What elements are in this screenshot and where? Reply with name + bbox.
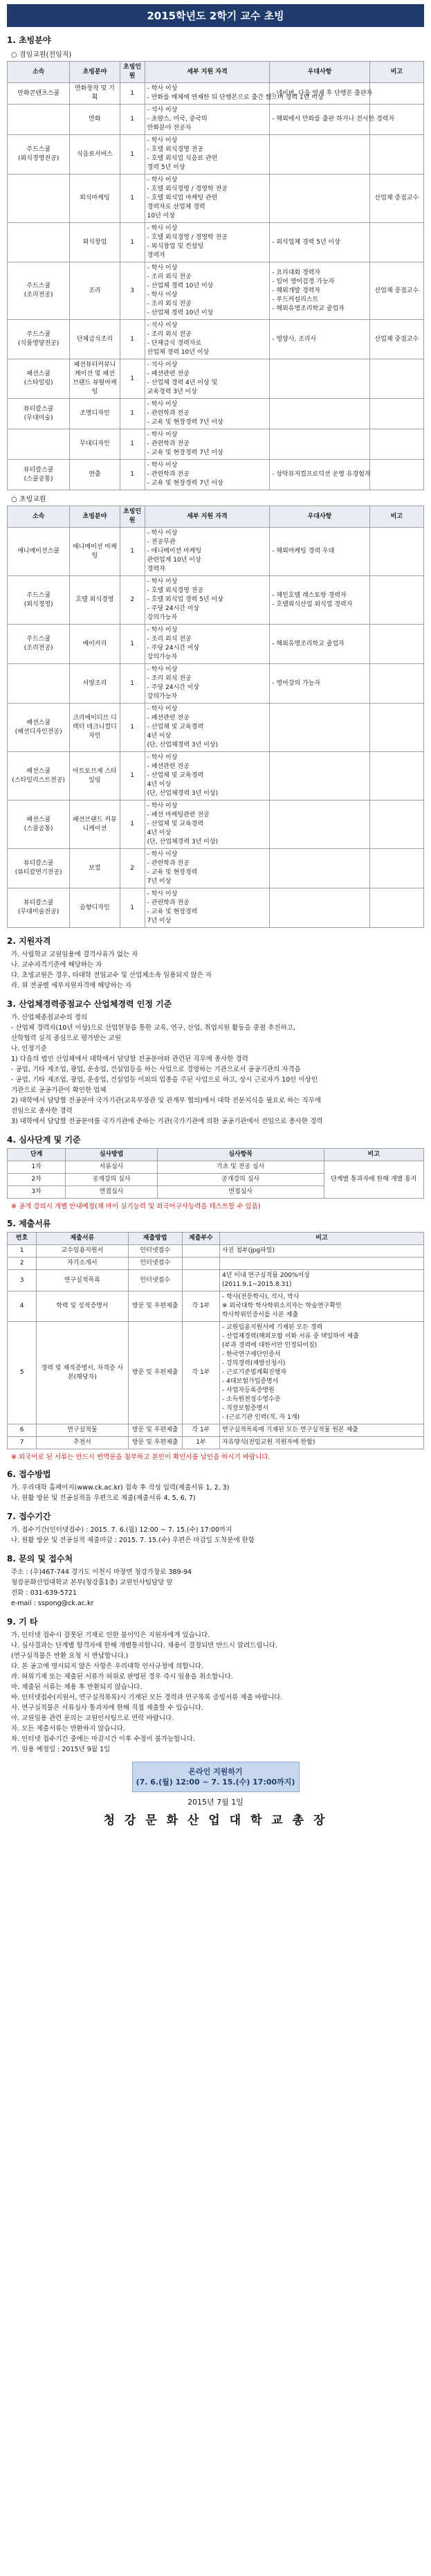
recruit-table-2-row [8,528,424,576]
section-5-note: ※ 외국어로 된 서류는 반드시 번역문을 첨부하고 본인이 확인서를 날인을 하시기 바랍니다. [11,1454,270,1461]
section-9-line: 다. 본 공고에 명시되지 않은 사항은 우리대학 인사규정에 의합니다. [11,1663,203,1670]
documents-cell [182,1270,219,1291]
section-6-heading: 6. 접수방법 [7,1469,51,1479]
documents-cell: 각 1부 [182,1424,219,1437]
recruit-table-1-cell: 3 [120,262,145,320]
documents-cell: 자유양식(전임교원 지원자에 한함) [219,1437,423,1449]
section-3-line: 나. 인정기준 [11,1045,47,1053]
recruit-table-2-cell [270,704,369,752]
documents-cell: - 학사(전문학사), 석사, 박사 ※ 외국대학 학사학위소지자는 학술연구확인 학사학위인증서를 사본 제출 [219,1291,423,1322]
recruit-table-2-cell [270,849,369,888]
section-8-heading: 8. 문의 및 접수처 [7,1554,73,1564]
documents-cell: 연구실적물 [37,1424,128,1437]
section-2-heading: 2. 지원자격 [7,936,51,946]
recruit-table-1-cell [369,429,423,460]
review-cell: 면접심사 [157,1186,324,1199]
section-3-body [11,1012,424,1127]
recruit-table-1-cell: 무대디자인 [70,429,120,460]
recruit-table-2-row [8,704,424,752]
recruit-table-1-header-3: 세부 지원 자격 [145,62,270,83]
recruit-table-2-cell: 애니메이션스쿨 [8,528,70,576]
recruit-table-2-cell: 베이커리 [70,625,120,664]
recruit-table-2-cell: - 학사 이상 - 조리 외식 전공 - 주당 24시간 이상 강의가능자 [145,625,270,664]
recruit-table-2-cell: - 체인호텔 레스토랑 경력자 - 호텔외식산업 외식업 경력자 [270,576,369,625]
section-8-line: 주소 : (우)467-744 경기도 이천시 마장면 청강가창로 389-94 [11,1568,192,1576]
review-table-header-1: 심사방법 [66,1149,157,1161]
documents-cell: 인터넷접수 [128,1245,182,1258]
recruit-table-1-cell: - 학사 이상 - 호텔 외식경영 / 경영학 전공 - 외식창업 및 컨설팅 경력자 [145,223,270,262]
section-9-line: 카. 임용 예정일 : 2015년 9월 1일 [11,1746,111,1753]
recruit-table-2-header-1: 초빙분야 [70,506,120,528]
recruit-table-1-cell: - 네이버, 다음 연재 후 단행본 출판자 [270,83,369,105]
documents-cell: 4 [8,1291,37,1322]
section-9-line: 마. 제출된 서류는 채용 후 반환되지 않습니다. [11,1683,143,1691]
section-8-line: e-mail : sspong@ck.ac.kr [11,1600,94,1607]
review-cell: 기초 및 전공 심사 [157,1161,324,1174]
documents-cell: 4년 이내 연구실적물 200%이상 (2011.9.1~2015.8.31) [219,1270,423,1291]
review-table-header-3: 비고 [324,1149,424,1161]
recruit-table-1-cell: 주드스쿨 (외식경영전공) [8,135,70,175]
section-3-line: 산학협력 실적 중심으로 평가받는 교원 [11,1035,121,1042]
documents-cell: 6 [8,1424,37,1437]
section-9-line: (연구실적물은 반환 요청 시 반납합니다.) [11,1652,129,1660]
recruit-table-1-header-1: 초빙분야 [70,62,120,83]
recruit-table-1-cell [369,399,423,429]
review-cell: 공개강의 심사 [157,1174,324,1186]
recruit-table-2-cell [369,800,423,849]
recruit-table-1-cell: 1 [120,320,145,359]
review-cell: 서류심사 [66,1161,157,1174]
recruit-table-1-cell [8,175,70,223]
recruit-table-2-cell: 1 [120,528,145,576]
section-3-line: - 공업, 기타 제조업, 광업, 운송업, 건설업등을 하는 사업으로 경영하는 기관으로서 공공기관의 자격을 [11,1066,301,1073]
apply-online-label: 온라인 지원하기 [188,1767,243,1776]
section-3-line: - 공업, 기타 제조업, 광업, 운송업, 건설업등 이외의 업종을 주된 사업으로 하고, 상시 근로자가 10인 이상인 [11,1076,318,1084]
documents-cell: 경력 및 재직증명서, 자격증 사본(해당자) [37,1322,128,1424]
recruit-table-1-row [8,429,424,460]
recruit-table-1-row [8,223,424,262]
recruit-table-2-header-5: 비고 [369,506,423,528]
recruit-table-2-cell: - 학사 이상 - 호텔 외식경영 전공 - 호텔 외식업 경력 5년 이상 - 주당 24시간 이상 강의가능자 [145,576,270,625]
recruit-table-1-cell [270,135,369,175]
recruit-table-1-cell: 1 [120,359,145,399]
documents-cell: - 교원임용지원서에 기재된 모든 경력 - 산업체경력(해외포함 이화 서류 중 택일하여 제출 (부과 경력에 대한서만 인정되어짐) - 한국연구재단인증서 - 강의경력(재발신청서) - 근로기준법계획진행자 - 4대보험가입증명서 - 사업자등록증명원 - 소득원천징수영수증 - 직장보험증명서 - (근로기관 인력(직, 자 1개) [219,1322,423,1424]
section-3-line: 3) 대학에서 담당할 전공분야를 국가기관에 준하는 기관(국가기관에 의한 공공기관에서 전임으로 종사한 경력 [11,1118,323,1125]
section-9-line: 나. 심사결과는 단계별 합격자에 한해 개별통지합니다. 채용이 결정되면 반드시 알려드립니다. [11,1642,277,1649]
recruit-table-1-cell: 1 [120,399,145,429]
recruit-table-1-cell: 1 [120,429,145,460]
recruit-table-2-cell: 패션스쿨 (스쿨공통) [8,800,70,849]
section-2-line: 나. 교수자격기준에 해당하는 자 [11,961,102,969]
recruit-table-1-cell: - 학사 이상 - 조리 외식 전공 - 산업체 경력 10년 이상 - 학사 이상 - 조리 외식 전공 - 산업체 경력 10년 이상 [145,262,270,320]
recruit-table-1-cell: - 외식업체 경력 5년 이상 [270,223,369,262]
recruit-table-1-cell: - 석사 이상 - 초량스, 미국, 중국의 만화분야 전공자 [145,105,270,135]
documents-table-header-4: 비고 [219,1233,423,1245]
documents-cell: 추천서 [37,1437,128,1449]
section-7-body [11,1525,424,1546]
recruit-table-1-cell: 1 [120,175,145,223]
documents-cell: 방문 및 우편제출 [128,1291,182,1322]
documents-row [8,1258,424,1270]
section-4-note: ※ 공개 강의시 개별 안내예정(채 마이 실기능력 및 외국어구사능력을 테스트할 수 있음) [11,1203,261,1210]
recruit-table-2 [7,506,424,928]
recruit-table-2-cell: 패션스쿨 (스타일리스트전공) [8,752,70,800]
recruit-table-2-cell [369,704,423,752]
documents-row [8,1424,424,1437]
recruit-table-2-cell: 호텔 외식경영 [70,576,120,625]
recruit-table-2-row [8,664,424,704]
review-remark: 단계별 통과자에 한해 개별 통지 [324,1161,424,1199]
section-7-line: 가. 접수기간(인터넷접수) : 2015. 7. 6.(월) 12:00 ~ 7. 15.(수) 17:00까지 [11,1526,232,1534]
recruit-table-1-row [8,399,424,429]
section-1-sub-1: ○ 겸임교원(전임직) [11,51,72,59]
recruit-table-2-cell [8,664,70,704]
recruit-table-2-cell: 보컬 [70,849,120,888]
documents-table-header-3: 제출부수 [182,1233,219,1245]
section-7-line: 나. 원활 방문 및 전공실적 제출마감 : 2015. 7. 15.(수) 우편은 마감일 도착분에 한함 [11,1537,255,1544]
recruit-table-1-cell: - 학사 이상 - 관련학과 전공 - 교육 및 현장경력 7년 이상 [145,399,270,429]
review-row [8,1161,424,1174]
documents-cell: 인터넷접수 [128,1258,182,1270]
recruit-table-2-cell: 뷰티칼스쿨 (무대미술전공) [8,888,70,928]
recruit-table-2-cell: 패션브랜드 커뮤니케이션 [70,800,120,849]
recruit-table-2-cell: 1 [120,704,145,752]
recruit-table-2-cell [270,800,369,849]
recruit-table-1-cell [270,359,369,399]
documents-cell: 교수임용지원서 [37,1245,128,1258]
documents-cell: 2 [8,1258,37,1270]
recruit-table-1-row [8,83,424,105]
documents-table [7,1232,424,1449]
recruit-table-2-cell: 음향디자인 [70,888,120,928]
recruit-table-2-cell: 크리에이티브 디렉터 테크니컬디자인 [70,704,120,752]
documents-cell: 자기소개서 [37,1258,128,1270]
recruit-table-1-cell: 식음료서비스 [70,135,120,175]
recruit-table-1-cell: - 학사 이상 - 호텔 외식경영 / 경영학 전공 - 호텔 외식업 마케팅 관련 경력자로 산업체 경력 10년 이상 [145,175,270,223]
recruit-table-1-header-0: 소속 [8,62,70,83]
recruit-table-2-cell: - 학사 이상 - 패션관련 전공 - 산업체 및 교육경력 4년 이상 (단, 산업체경력 3년 이상) [145,752,270,800]
documents-cell: 연구실적목록 [37,1270,128,1291]
apply-online-button[interactable] [132,1762,300,1792]
recruit-table-2-row [8,800,424,849]
recruit-table-1-row [8,320,424,359]
documents-cell: 1부 [182,1437,219,1449]
recruit-table-1-cell [369,460,423,490]
documents-cell [182,1245,219,1258]
documents-cell: 7 [8,1437,37,1449]
documents-cell: 5 [8,1322,37,1424]
recruit-table-1-cell: - 요리대회 경력자 - 일어 영어검정 가능자 - 해외개발 경력자 - 푸드커설리스트 - 해외유명조리학교 졸업자 [270,262,369,320]
recruit-table-1-cell: - 학사 이상 - 관련학과 전공 - 교육 및 현장경력 7년 이상 [145,429,270,460]
recruit-table-2-cell: 1 [120,752,145,800]
recruit-table-1-cell [8,429,70,460]
section-6-body [11,1483,424,1503]
review-table-header-2: 심사항목 [157,1149,324,1161]
recruit-table-2-header-2: 초빙인원 [120,506,145,528]
section-9-body [11,1630,424,1755]
review-cell: 1차 [8,1161,66,1174]
documents-cell [219,1258,423,1270]
documents-row [8,1437,424,1449]
recruit-table-1-cell: 외식창업 [70,223,120,262]
documents-cell: 각 1부 [182,1322,219,1424]
recruit-table-2-cell: - 학사 이상 - 관련학과 전공 - 교육 및 현장경력 7년 이상 [145,888,270,928]
section-6-line: 가. 우리대학 홈페이지(www.ck.ac.kr) 접속 후 작성 입력(제출서류 1, 2, 3) [11,1484,230,1492]
documents-row [8,1322,424,1424]
recruit-table-1-row [8,135,424,175]
recruit-table-1-cell: 뷰티칼스쿨 (무대미술) [8,399,70,429]
page-title: 2015학년도 2학기 교수 초빙 [7,4,424,27]
recruit-table-1-row [8,460,424,490]
recruit-table-1-cell: 뷰티칼스쿨 (스쿨공통) [8,460,70,490]
recruit-table-2-cell [369,849,423,888]
recruit-table-1-cell: 만화콘텐츠스쿨 [8,83,70,105]
recruit-table-1-row [8,359,424,399]
recruit-table-1-cell: 단체급식조리 [70,320,120,359]
documents-cell: 연구실적목록에 기재된 모든 연구실적물 원본 제출 [219,1424,423,1437]
section-3-line: 기관으로 공공기관이 확인한 업체 [11,1086,107,1094]
recruit-table-1-cell: - 석사 이상 - 패션관련 전공 - 산업체 경력 4년 이상 및 교육경력 3년 이상 [145,359,270,399]
recruit-table-2-cell [369,664,423,704]
recruit-table-2-cell: 1 [120,625,145,664]
section-1-sub-2: ○ 초빙교원 [11,496,46,503]
documents-cell: 방문 및 우편제출 [128,1437,182,1449]
section-3-line: 전임으로 종사한 경력 [11,1107,73,1115]
recruit-table-1-cell: - 영양사, 조리사 [270,320,369,359]
president-signature: 청 강 문 화 산 업 대 학 교 총 장 [103,1814,328,1827]
recruit-table-2-cell [369,576,423,625]
recruit-table-1-cell: 외식마케팅 [70,175,120,223]
recruit-table-1-cell: 패션스쿨 (스타일링) [8,359,70,399]
recruit-table-2-cell [369,625,423,664]
recruit-table-1-cell: 1 [120,223,145,262]
section-3-line: - 산업체 경력자(10년 이상)으로 산업현장을 통한 교육, 연구, 산업, 취업지원 활동을 중점 추진하고, [11,1024,295,1032]
section-1-heading: 1. 초빙분야 [7,35,51,45]
recruit-table-1-row [8,175,424,223]
section-2-line: 다. 초빙교원은 경우, 타대학 전임교수 및 산업체소속 임용되지 않은 자 [11,972,212,979]
section-9-line: 가. 인터넷 접수시 잘못된 기재로 인한 불이익은 지원자에게 있습니다. [11,1631,210,1639]
recruit-table-1-cell [8,223,70,262]
apply-online-period: (7. 6.(월) 12:00 ~ 7. 15.(수) 17:00까지) [136,1778,295,1787]
recruit-table-1-cell: 1 [120,105,145,135]
recruit-table-2-header-4: 우대사항 [270,506,369,528]
recruit-table-1-cell: 패션뷰티커뮤니케이션 및 패션브랜드 뷰틸마케팅 [70,359,120,399]
documents-cell: 인터넷접수 [128,1270,182,1291]
recruit-table-2-header-3: 세부 지원 자격 [145,506,270,528]
recruit-table-1-cell: 주드스쿨 (식품영양전공) [8,320,70,359]
section-6-line: 나. 원활 방문 및 전공실적을 우편으로 제출(제출서류 4, 5, 6, 7) [11,1494,196,1502]
recruit-table-2-cell [369,752,423,800]
section-8-body [11,1567,424,1609]
section-3-heading: 3. 산업체경력중점교수 산업체경력 인정 기준 [7,999,172,1009]
recruit-table-1-cell [270,399,369,429]
recruit-table-1-cell [369,223,423,262]
documents-row [8,1291,424,1322]
section-9-line: 자. 모든 제출서류는 반환하지 않습니다. [11,1725,125,1733]
recruit-table-1-cell: 주드스쿨 (조리전공) [8,262,70,320]
documents-cell: 1 [8,1245,37,1258]
recruit-table-1-cell [369,135,423,175]
recruit-table-2-cell [270,888,369,928]
section-2-line: 라. 위 전공별 세부지원자격에 해당하는 자 [11,982,132,990]
documents-cell: 사진 첨부(jpg파일) [219,1245,423,1258]
recruit-table-2-cell: - 학사 이상 - 전공무관 - 애니메이션 마케팅 관련업계 10년 이상 경력자 [145,528,270,576]
section-9-line: 바. 인터넷접수(지원서, 연구실적목록)시 기재된 모든 경력과 연구목록 증빙서류 제출 바랍니다. [11,1694,283,1701]
section-9-line: 아. 교원임용 관련 문의는 교원인사팀으로 연락 바랍니다. [11,1715,174,1722]
recruit-table-2-row [8,888,424,928]
recruit-table-1 [7,61,424,490]
recruit-table-1-cell: 1 [120,135,145,175]
notice-date: 2015년 7월 1일 [187,1798,244,1807]
recruit-table-2-cell: - 학사 이상 - 관련학과 전공 - 교육 및 현장경력 7년 이상 [145,849,270,888]
section-8-line: 전화 : 031-639-5721 [11,1589,77,1597]
documents-cell: 방문 및 우편제출 [128,1322,182,1424]
recruit-table-2-cell: 패션스쿨 (패션디자인전공) [8,704,70,752]
recruit-table-2-row [8,625,424,664]
recruit-table-1-cell [369,83,423,105]
recruit-table-2-cell: - 영어강의 가능자 [270,664,369,704]
section-9-line: 차. 인터넷 접수기간 중에는 마감시간 이후 수정이 불가능합니다. [11,1735,195,1743]
notice-page [7,0,424,1827]
recruit-table-1-cell: 산업체 중점교수 [369,320,423,359]
recruit-table-1-row [8,262,424,320]
review-cell: 2차 [8,1174,66,1186]
recruit-table-1-cell [8,105,70,135]
documents-cell: 각 1부 [182,1291,219,1322]
recruit-table-2-cell: 주드스쿨 (조리전공) [8,625,70,664]
recruit-table-1-cell: 조명디자인 [70,399,120,429]
section-2-line: 가. 사립학교 교원임용에 결격사유가 없는 자 [11,951,138,958]
documents-cell: 방문 및 우편제출 [128,1424,182,1437]
recruit-table-2-cell: - 학사 이상 - 조리 외식 전공 - 주당 24시간 이상 강의가능자 [145,664,270,704]
recruit-table-2-cell: - 해외유명조리학교 졸업자 [270,625,369,664]
recruit-table-1-cell: 만화 [70,105,120,135]
recruit-table-1-header-4: 우대사항 [270,62,369,83]
review-cell: 공개강의 심사 [66,1174,157,1186]
recruit-table-1-cell: - 상악뮤지컬프로덕션 운영 유경험자 [270,460,369,490]
review-cell: 면접심사 [66,1186,157,1199]
section-7-heading: 7. 접수기간 [7,1512,51,1521]
recruit-table-1-cell: 1 [120,460,145,490]
recruit-table-1-cell: 연출 [70,460,120,490]
recruit-table-1-cell [369,359,423,399]
documents-table-header-1: 제출서류 [37,1233,128,1245]
recruit-table-1-cell: - 해외에서 만화를 출판 하거나 전시한 경력자 [270,105,369,135]
section-5-heading: 5. 제출서류 [7,1219,51,1228]
recruit-table-1-cell: - 학사 이상 - 만화를 매체에 연재한 뒤 단행본으로 출간 했으며 경력 1년 이상 [145,83,270,105]
recruit-table-2-header-0: 소속 [8,506,70,528]
recruit-table-2-row [8,576,424,625]
recruit-table-2-cell: 1 [120,800,145,849]
recruit-table-2-cell: 1 [120,888,145,928]
section-4-heading: 4. 심사단계 및 기준 [7,1135,81,1145]
recruit-table-1-header-2: 초빙인원 [120,62,145,83]
recruit-table-1-cell [270,429,369,460]
recruit-table-2-cell [369,528,423,576]
recruit-table-2-cell [369,888,423,928]
recruit-table-1-cell: 산업체 중점교수 [369,175,423,223]
recruit-table-2-cell: - 학사 이상 - 패션 마케팅관련 전공 - 산업체 및 교육경력 4년 이상 (단, 산업체경력 3년 이상) [145,800,270,849]
recruit-table-2-row [8,752,424,800]
documents-cell [182,1258,219,1270]
section-8-line: 청강문화산업대학교 본부(청강홀1층) 교원인사팀담당 앞 [11,1579,173,1586]
section-3-line: 2) 대학에서 담당할 전공분야 국가기관(교육부장관 및 관계부 협의)에서 대학 전문지식을 필요로 하는 직무에 [11,1097,322,1104]
recruit-table-2-cell: 2 [120,576,145,625]
recruit-table-2-cell: 뷰티칼스쿨 (뷰티칼연기전공) [8,849,70,888]
recruit-table-2-cell: 아트토브제 스타일링 [70,752,120,800]
documents-table-header-2: 제출방법 [128,1233,182,1245]
recruit-table-1-header-5: 비고 [369,62,423,83]
documents-row [8,1270,424,1291]
section-2-body [11,949,424,991]
review-table [7,1148,424,1199]
recruit-table-2-row [8,849,424,888]
recruit-table-1-cell: - 학사 이상 - 관련학과 전공 - 교육 및 현장경력 7년 이상 [145,460,270,490]
section-9-heading: 9. 기 타 [7,1617,38,1627]
documents-cell: 학력 및 성적증명서 [37,1291,128,1322]
recruit-table-2-cell: - 해외마케팅 경력 우대 [270,528,369,576]
recruit-table-1-cell [270,175,369,223]
section-9-line: 사. 연구실적물은 서류심사 통과자에 한해 직접 제출할 수 있습니다. [11,1704,203,1712]
recruit-table-1-cell: 1 [120,83,145,105]
recruit-table-2-cell: 2 [120,849,145,888]
section-3-line: 가. 산업체중점교수의 정의 [11,1014,88,1021]
recruit-table-1-row [8,105,424,135]
recruit-table-1-cell: 산업체 중점교수 [369,262,423,320]
documents-table-header-0: 번호 [8,1233,37,1245]
recruit-table-2-cell: 서양조리 [70,664,120,704]
recruit-table-2-cell: 1 [120,664,145,704]
recruit-table-2-cell: - 학사 이상 - 패션관련 전공 - 산업체 및 교육경력 4년 이상 (단, 산업체경력 3년 이상) [145,704,270,752]
section-9-line: 라. 허위기재 또는 제출된 서류가 허위로 판명된 경우 즉시 임용을 취소합니다. [11,1673,233,1681]
recruit-table-2-cell: 애니메이션 마케팅 [70,528,120,576]
review-cell: 3차 [8,1186,66,1199]
section-3-line: 1) 다음의 법인 산업체에서 대학에서 담당할 전공분야와 관련된 직무에 종사한 경력 [11,1055,248,1063]
recruit-table-1-cell: - 학사 이상 - 호텔 외식경영 전공 - 호텔 외식업 식음료 관련 경력 5년 이상 [145,135,270,175]
recruit-table-2-cell [270,752,369,800]
recruit-table-1-cell: 조리 [70,262,120,320]
recruit-table-1-cell: - 석사 이상 - 조리 외식 전공 - 단체급식 경력자로 산업체 경력 10년 이상 [145,320,270,359]
recruit-table-2-cell: 주드스쿨 (외식경영) [8,576,70,625]
documents-row [8,1245,424,1258]
review-table-header-0: 단계 [8,1149,66,1161]
recruit-table-1-cell: 만화창작 및 기획 [70,83,120,105]
documents-cell: 3 [8,1270,37,1291]
